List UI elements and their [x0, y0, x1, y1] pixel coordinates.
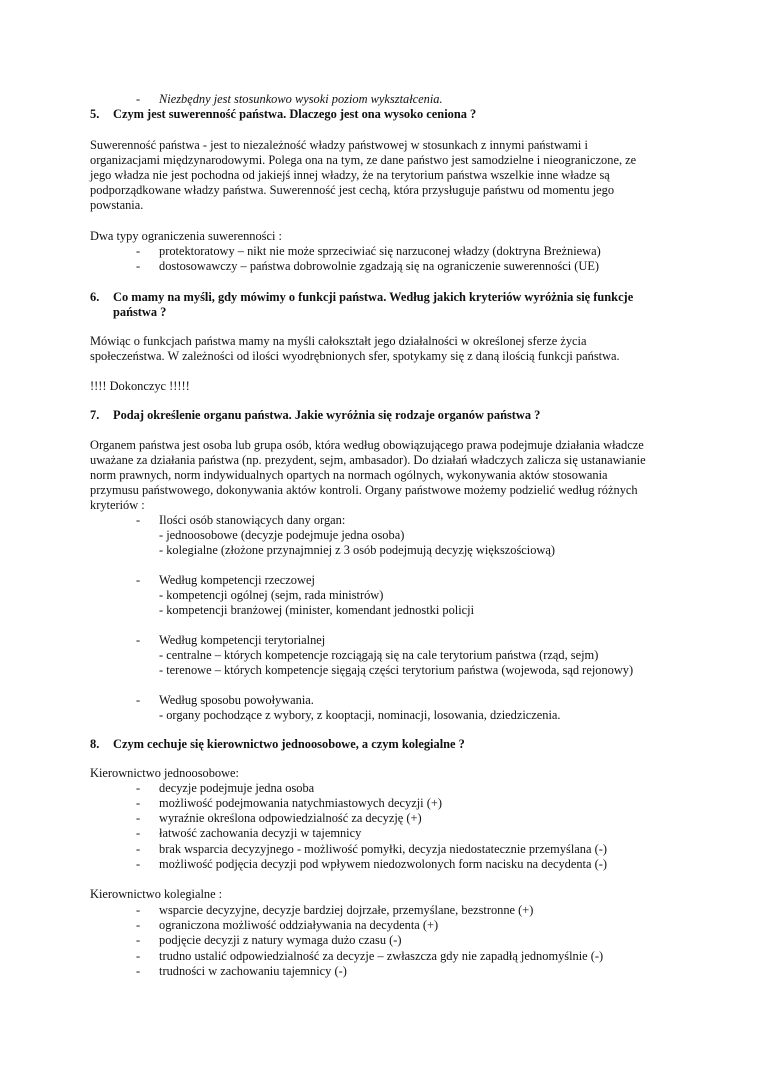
- group-title: Według kompetencji rzeczowej: [159, 573, 315, 587]
- list-bullet: -: [136, 857, 141, 871]
- list-bullet: -: [136, 513, 141, 527]
- list-bullet: -: [136, 933, 141, 947]
- section-7-heading: Podaj określenie organu państwa. Jakie wyróżnia się rodzaje organów państwa ?: [113, 408, 541, 422]
- list-item-text: trudno ustalić odpowiedzialność za decyzje – zwłaszcza gdy nie zapadłą jednomyślnie (-): [159, 949, 604, 963]
- note-text: !!!! Dokonczyc !!!!!: [90, 379, 190, 393]
- list-bullet: -: [136, 693, 141, 707]
- section-8-heading: Czym cechuje się kierownictwo jednoosobowe, a czym kolegialne ?: [113, 737, 465, 751]
- paragraph-line: podporządkowane władzy państwa. Suwerenność jest cechą, która przysługuje państwu od momentu jego: [90, 183, 615, 197]
- section-6-number: 6.: [90, 290, 100, 304]
- list-bullet: -: [136, 811, 141, 825]
- paragraph-line: Suwerenność państwa - jest to niezależność władzy państwowej w stosunkach z innymi państwami i: [90, 138, 588, 152]
- paragraph-line: Dwa typy ograniczenia suwerenności :: [90, 229, 282, 243]
- list-bullet: -: [136, 259, 141, 273]
- list-bullet: -: [136, 949, 141, 963]
- group-title: Według kompetencji terytorialnej: [159, 633, 326, 647]
- paragraph-line: Mówiąc o funkcjach państwa mamy na myśli całokształt jego działalności w określonej sferze życia: [90, 334, 587, 348]
- list-item-text: ograniczona możliwość oddziaływania na decydenta (+): [159, 918, 439, 932]
- list-bullet: -: [136, 796, 141, 810]
- list-item-text: możliwość podejmowania natychmiastowych decyzji (+): [159, 796, 442, 810]
- list-bullet: -: [136, 92, 141, 106]
- list-item-text: decyzje podejmuje jedna osoba: [159, 781, 315, 795]
- paragraph-line: społeczeństwa. W zależności od ilości wyodrębnionych sfer, spotykamy się z daną ilością funkcji państwa.: [90, 349, 620, 363]
- sub-item: - kompetencji ogólnej (sejm, rada ministrów): [159, 588, 384, 602]
- sub-item: - kompetencji branżowej (minister, komendant jednostki policji: [159, 603, 475, 617]
- section-5-heading: Czym jest suwerenność państwa. Dlaczego jest ona wysoko ceniona ?: [113, 107, 477, 121]
- list-item-text: wsparcie decyzyjne, decyzje bardziej dojrzałe, przemyślane, bezstronne (+): [159, 903, 534, 917]
- section-7-number: 7.: [90, 408, 100, 422]
- list-item-text: trudności w zachowaniu tajemnicy (-): [159, 964, 347, 978]
- list-bullet: -: [136, 918, 141, 932]
- section-8-number: 8.: [90, 737, 100, 751]
- paragraph-line: Organem państwa jest osoba lub grupa osób, która według obowiązującego prawa podejmuje działania władcze: [90, 438, 644, 452]
- section-6-heading: Co mamy na myśli, gdy mówimy o funkcji państwa. Według jakich kryteriów wyróżnia się funkcje: [113, 290, 634, 304]
- paragraph-line: norm prawnych, norm indywidualnych opartych na normach ogólnych, wykonywania aktów stosowania: [90, 468, 608, 482]
- sub-item: - kolegialne (złożone przynajmniej z 3 osób podejmują decyzję większościową): [159, 543, 556, 557]
- list-bullet: -: [136, 633, 141, 647]
- paragraph-line: kryteriów :: [90, 498, 145, 512]
- paragraph-line: powstania.: [90, 198, 144, 212]
- paragraph-line: uważane za działania państwa (np. prezydent, sejm, ambasador). Do działań władczych zalicza się ustanawianie: [90, 453, 646, 467]
- sub-item: - organy pochodzące z wybory, z kooptacji, nominacji, losowania, dziedziczenia.: [159, 708, 561, 722]
- list-bullet: -: [136, 244, 141, 258]
- list-item-text: Niezbędny jest stosunkowo wysoki poziom wykształcenia.: [159, 92, 443, 106]
- list-bullet: -: [136, 964, 141, 978]
- sub-item: - terenowe – których kompetencje sięgają części terytorium państwa (wojewoda, sąd rejonowy): [159, 663, 634, 677]
- list-bullet: -: [136, 903, 141, 917]
- section-6-heading-cont: państwa ?: [113, 305, 167, 319]
- paragraph-line: przymusu państwowego, dokonywania aktów kontroli. Organy państwowe możemy podzielić według różnych: [90, 483, 638, 497]
- list-item-text: protektoratowy – nikt nie może sprzeciwiać się narzuconej władzy (doktryna Breżniewa): [159, 244, 601, 258]
- group-title: Według sposobu powoływania.: [159, 693, 314, 707]
- paragraph-line: organizacjami międzynarodowymi. Polega ona na tym, ze dane państwo jest samodzielne i nieograniczone, ze: [90, 153, 637, 167]
- list-item-text: dostosowawczy – państwa dobrowolnie zgadzają się na ograniczenie suwerenności (UE): [159, 259, 600, 273]
- subsection-label: Kierownictwo kolegialne :: [90, 887, 223, 901]
- paragraph-line: jego władza nie jest pochodna od jakiejś innej władzy, że na terytorium państwa wszelkie inne władze są: [90, 168, 610, 182]
- list-item-text: wyraźnie określona odpowiedzialność za decyzję (+): [159, 811, 422, 825]
- sub-item: - jednoosobowe (decyzje podejmuje jedna osoba): [159, 528, 405, 542]
- list-bullet: -: [136, 573, 141, 587]
- list-item-text: możliwość podjęcia decyzji pod wpływem niedozwolonych form nacisku na decydenta (-): [159, 857, 607, 871]
- list-item-text: podjęcie decyzji z natury wymaga dużo czasu (-): [159, 933, 402, 947]
- list-item-text: łatwość zachowania decyzji w tajemnicy: [159, 826, 362, 840]
- list-item-text: brak wsparcia decyzyjnego - możliwość pomyłki, decyzja niedostatecznie przemyślana (-): [159, 842, 607, 856]
- list-bullet: -: [136, 826, 141, 840]
- list-bullet: -: [136, 781, 141, 795]
- sub-item: - centralne – których kompetencje rozciągają się na cale terytorium państwa (rząd, sejm): [159, 648, 599, 662]
- group-title: Ilości osób stanowiących dany organ:: [159, 513, 346, 527]
- list-bullet: -: [136, 842, 141, 856]
- subsection-label: Kierownictwo jednoosobowe:: [90, 766, 240, 780]
- section-5-number: 5.: [90, 107, 100, 121]
